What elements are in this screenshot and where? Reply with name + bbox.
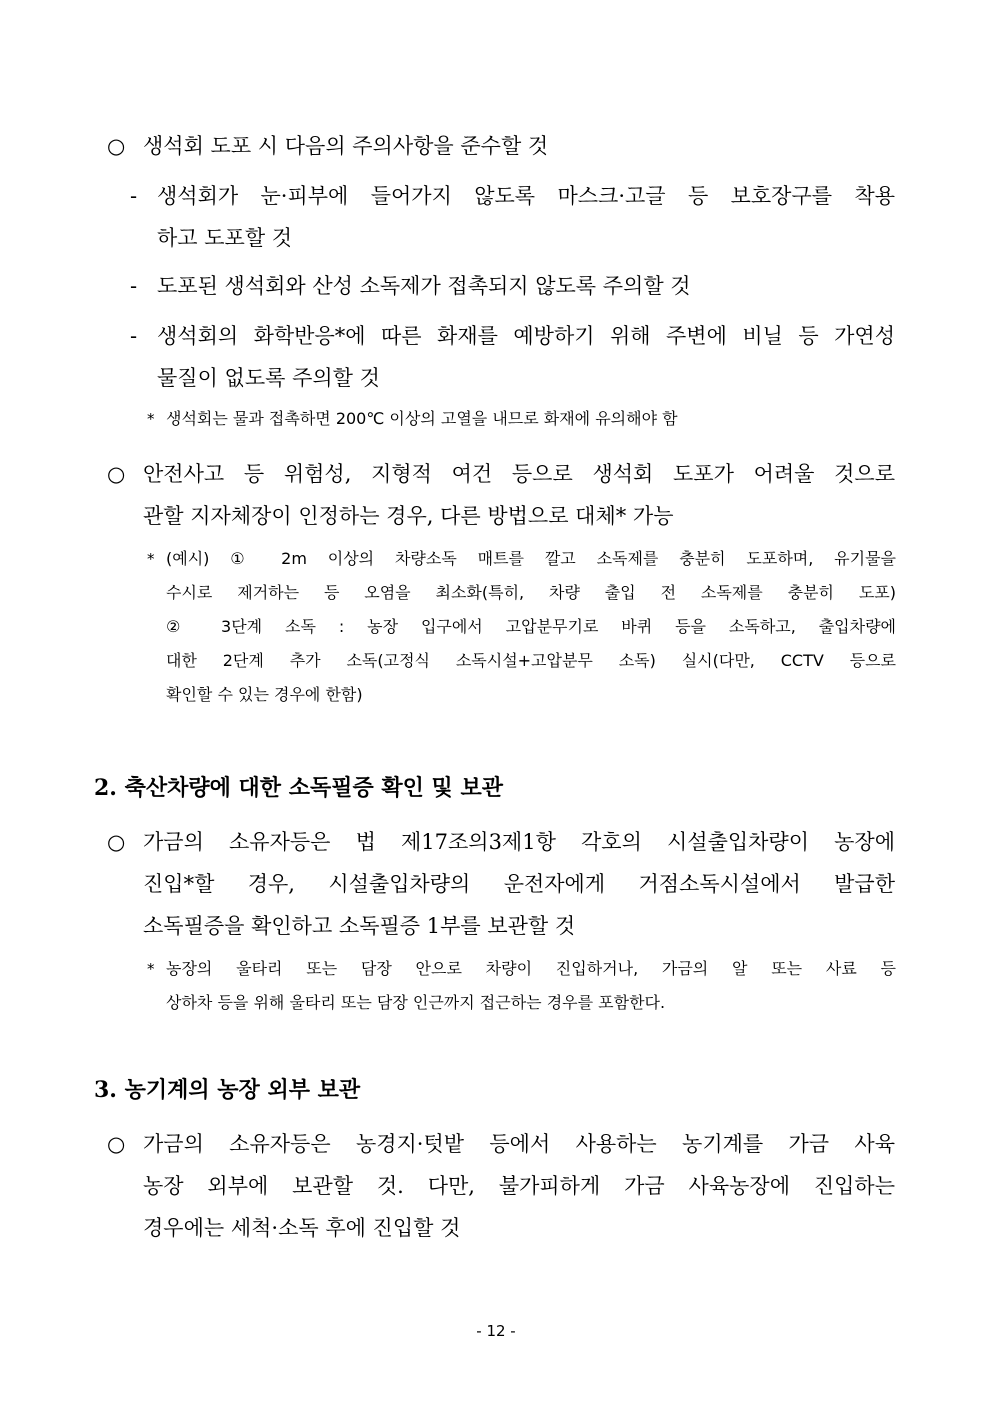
footnote-text: 생석회는 물과 접촉하면 200℃ 이상의 고열을 내므로 화재에 유의해야 함 (166, 409, 678, 428)
circle-bullet: ○ (107, 1132, 126, 1156)
footnote-text: ② 3단계 소독 : 농장 입구에서 고압분무기로 바퀴 등을 소독하고, 출입차량에 (166, 617, 896, 636)
footnote-text: (예시) ① 2m 이상의 차량소독 매트를 깔고 소독제를 충분히 도포하며, 유기물을 (166, 549, 896, 568)
bullet-text: 농장 외부에 보관할 것. 다만, 불가피하게 가금 사육농장에 진입하는 (143, 1174, 895, 1198)
bullet-text: 가금의 소유자등은 법 제17조의3제1항 각호의 시설출입차량이 농장에 (143, 830, 895, 854)
footnote-marker: * (147, 960, 155, 978)
bullet-text: 가금의 소유자등은 농경지·텃밭 등에서 사용하는 농기계를 가금 사육 (143, 1132, 895, 1156)
subitem-line: 물질이 없도록 주의할 것 (157, 366, 380, 390)
bullet-text: 생석회 도포 시 다음의 주의사항을 준수할 것 (143, 134, 549, 158)
footnote-text: 상하차 등을 위해 울타리 또는 담장 인근까지 접근하는 경우를 포함한다. (166, 993, 666, 1012)
section-heading: 2. 축산차량에 대한 소독필증 확인 및 보관 (94, 775, 503, 801)
footnote-text: 농장의 울타리 또는 담장 안으로 차량이 진입하거나, 가금의 알 또는 사료 등 (166, 959, 896, 978)
footnote-text: 확인할 수 있는 경우에 한함) (166, 685, 363, 704)
subitem-line: 하고 도포할 것 (157, 226, 293, 250)
footnote-marker: * (147, 550, 155, 568)
bullet-text: 소독필증을 확인하고 소독필증 1부를 보관할 것 (143, 914, 576, 938)
subitem-line: 생석회의 화학반응*에 따른 화재를 예방하기 위해 주변에 비닐 등 가연성 (157, 324, 895, 348)
dash-bullet: - (130, 274, 138, 298)
bullet-text: 관할 지자체장이 인정하는 경우, 다른 방법으로 대체* 가능 (143, 504, 674, 528)
circle-bullet: ○ (107, 134, 126, 158)
footnote-text: 수시로 제거하는 등 오염을 최소화(특히, 차량 출입 전 소독제를 충분히 도포) (166, 583, 896, 602)
bullet-text: 안전사고 등 위험성, 지형적 여건 등으로 생석회 도포가 어려울 것으로 (143, 462, 895, 486)
footnote-marker: * (147, 410, 155, 428)
dash-bullet: - (130, 324, 138, 348)
circle-bullet: ○ (107, 830, 126, 854)
footnote-text: 대한 2단계 추가 소독(고정식 소독시설+고압분무 소독) 실시(다만, CCTV 등으로 (166, 651, 896, 670)
page-number: - 12 - (476, 1322, 516, 1340)
subitem-line: 생석회가 눈·피부에 들어가지 않도록 마스크·고글 등 보호장구를 착용 (157, 184, 895, 208)
bullet-text: 경우에는 세척·소독 후에 진입할 것 (143, 1216, 461, 1240)
subitem-line: 도포된 생석회와 산성 소독제가 접촉되지 않도록 주의할 것 (157, 274, 691, 298)
bullet-text: 진입*할 경우, 시설출입차량의 운전자에게 거점소독시설에서 발급한 (143, 872, 895, 896)
circle-bullet: ○ (107, 462, 126, 486)
section-heading: 3. 농기계의 농장 외부 보관 (94, 1077, 361, 1103)
dash-bullet: - (130, 184, 138, 208)
